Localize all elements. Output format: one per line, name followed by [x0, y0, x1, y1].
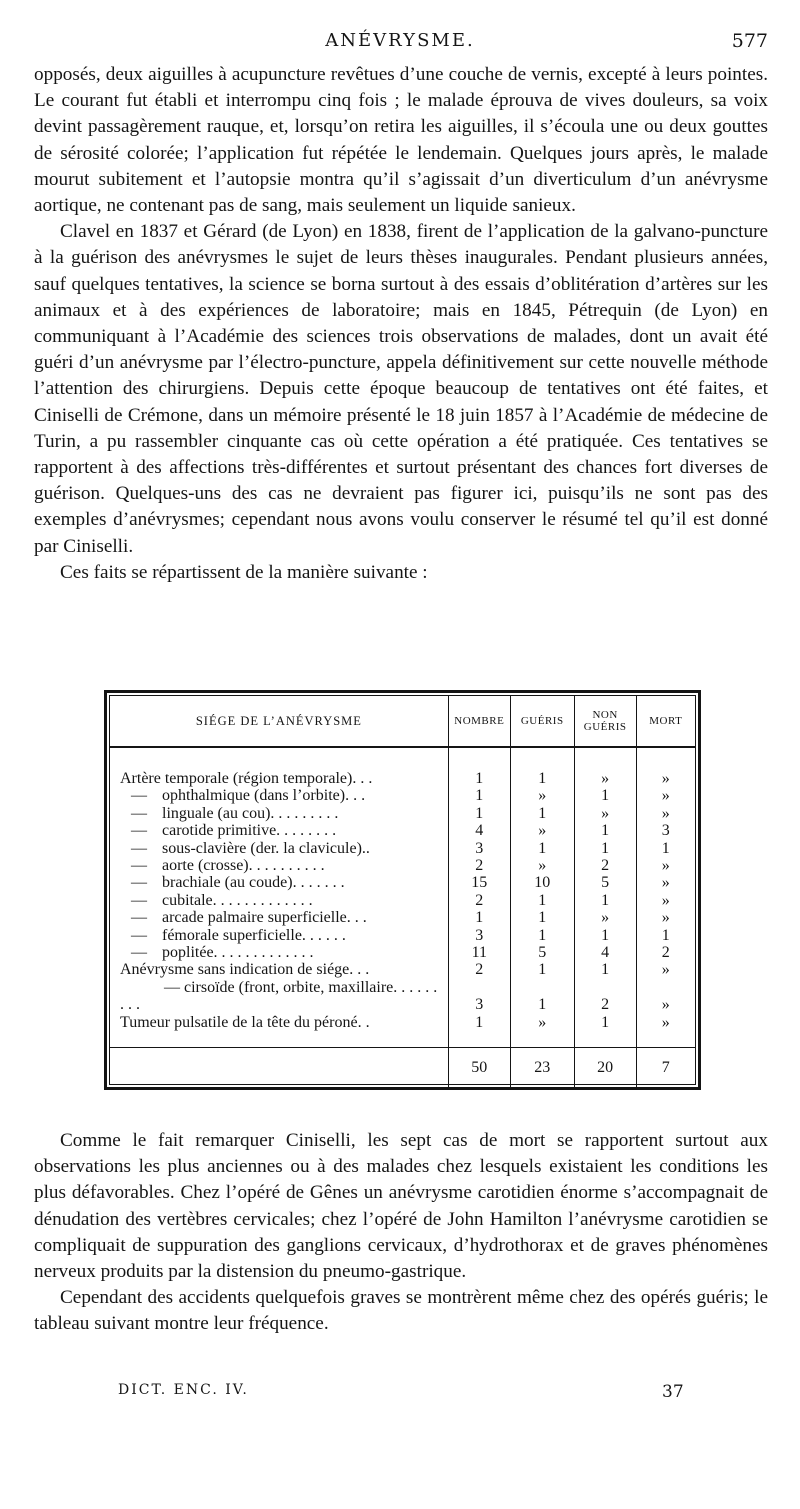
page-footer — [0, 1382, 800, 1408]
site-cell — [110, 822, 448, 839]
total-gueris: 23 — [510, 1048, 574, 1089]
header-non-gueris-word: GUÉRIS — [583, 721, 627, 733]
site-cell — [110, 840, 448, 857]
row-site: brachiale (au coude). . . . . . . — [162, 874, 345, 892]
gueris-cell: » — [510, 822, 574, 839]
table-row — [110, 787, 695, 804]
gueris-cell: 1 — [510, 927, 574, 944]
row-prefix: — — [131, 926, 147, 944]
table-row — [110, 822, 695, 839]
row-site: Anévrysme sans indication de siége. . . — [120, 961, 370, 979]
row-prefix: — — [131, 857, 147, 875]
site-cell — [110, 747, 448, 787]
row-site: sous-clavière (der. la clavicule).. — [162, 839, 370, 857]
mort-cell: » — [636, 892, 695, 909]
non-gueris-cell: 4 — [574, 944, 636, 961]
total-label-cell — [110, 1048, 448, 1089]
nombre-cell: 1 — [448, 747, 510, 787]
statistics-table-border — [109, 695, 696, 1085]
paragraph: Clavel en 1837 et Gérard (de Lyon) en 1838, firent de l’application de la galvano-puncture à la guérison des anévrysmes le sujet de leurs thèses inaugurales. Pendant plusieurs années, sauf quelques tentatives, la science se borna surtout à des essais d’oblitération d’artères sur les animaux et à des expériences de laboratoire; mais en 1845, Pétrequin (de Lyon) en communiquant à l’Académie des sciences trois observations de malades, dont un avait été guéri d’un anévrysme par l’électro-puncture, appela définitivement sur cette nouvelle méthode l’attention des chirurgiens. Depuis cette époque beaucoup de tentatives ont été faites, et Ciniselli de Crémone, dans un mémoire présenté le 18 juin 1857 à l’Académie de médecine de Turin, a pu rassembler cinquante cas où cette opération a été pratiquée. Ces tentatives se rapportent à des affections très-différentes et surtout présentant des chances fort diverses de guérison. Quelques-uns des cas ne devraient pas figurer ici, puisqu’ils ne sont pas des exemples d’anévrysmes; cependant nous avons voulu conserver le résumé tel qu’il est donné par Ciniselli. — [34, 221, 768, 557]
non-gueris-cell: 1 — [574, 961, 636, 978]
row-site: fémorale superficielle. . . . . . — [162, 926, 346, 944]
row-prefix: — — [131, 787, 147, 805]
gueris-cell: » — [510, 787, 574, 804]
nombre-cell: 11 — [448, 944, 510, 961]
row-prefix: — — [131, 839, 147, 857]
mort-cell: » — [636, 805, 695, 822]
site-cell — [110, 857, 448, 874]
mort-cell: » — [636, 909, 695, 926]
site-cell — [110, 909, 448, 926]
nombre-cell: 3 — [448, 840, 510, 857]
site-cell — [110, 1014, 448, 1048]
gueris-cell: 1 — [510, 840, 574, 857]
mort-cell: » — [636, 787, 695, 804]
nombre-cell: 15 — [448, 874, 510, 891]
mort-cell: 1 — [636, 927, 695, 944]
nombre-cell: 4 — [448, 822, 510, 839]
non-gueris-cell: 5 — [574, 874, 636, 891]
gueris-cell: 1 — [510, 892, 574, 909]
mort-cell: 3 — [636, 822, 695, 839]
non-gueris-cell: 2 — [574, 857, 636, 874]
table-row — [110, 857, 695, 874]
table-row — [110, 961, 695, 978]
mort-cell: 1 — [636, 840, 695, 857]
row-site: Tumeur pulsatile de la tête du péroné. . — [120, 1013, 370, 1031]
header-gueris: GUÉRIS — [510, 696, 574, 747]
table-total-row — [110, 1048, 695, 1089]
site-cell — [110, 805, 448, 822]
mort-cell: » — [636, 747, 695, 787]
gueris-cell: 1 — [510, 979, 574, 1014]
row-prefix: — — [131, 804, 147, 822]
paragraph: Cependant des accidents quelquefois graves se montrèrent même chez des opérés guéris; le tableau suivant montre leur fréquence. — [34, 1287, 768, 1335]
body-text-bottom — [34, 1128, 768, 1338]
signature-mark: DICT. ENC. IV. — [118, 1382, 249, 1398]
nombre-cell: 3 — [448, 927, 510, 944]
nombre-cell: 2 — [448, 961, 510, 978]
table-row — [110, 1014, 695, 1048]
row-site: cirsoïde (front, orbite, maxillaire. . . . . . . . . — [120, 978, 438, 1014]
table-row — [110, 979, 695, 1014]
body-text-top — [34, 62, 768, 586]
gueris-cell: » — [510, 857, 574, 874]
gueris-cell: » — [510, 1014, 574, 1048]
gueris-cell: 10 — [510, 874, 574, 891]
non-gueris-cell: 1 — [574, 1014, 636, 1048]
gueris-cell: 1 — [510, 961, 574, 978]
non-gueris-cell: » — [574, 805, 636, 822]
mort-cell: 2 — [636, 944, 695, 961]
non-gueris-cell: 1 — [574, 787, 636, 804]
gueris-cell: 1 — [510, 747, 574, 787]
row-site: ophthalmique (dans l’orbite). . . — [162, 787, 366, 805]
non-gueris-cell: 1 — [574, 927, 636, 944]
row-site: cubitale. . . . . . . . . . . . . — [162, 891, 313, 909]
nombre-cell: 1 — [448, 1014, 510, 1048]
total-mort: 7 — [636, 1048, 695, 1089]
row-prefix: — — [131, 891, 147, 909]
mort-cell: » — [636, 874, 695, 891]
statistics-table-frame — [104, 690, 701, 1090]
mort-cell: » — [636, 961, 695, 978]
row-prefix: — — [131, 822, 147, 840]
statistics-table — [110, 696, 695, 1088]
site-cell — [110, 927, 448, 944]
site-cell — [110, 874, 448, 891]
non-gueris-cell: » — [574, 909, 636, 926]
row-site: temporale (région temporale). . . — [164, 770, 373, 787]
gueris-cell: 1 — [510, 805, 574, 822]
nombre-cell: 2 — [448, 857, 510, 874]
row-site: poplitée. . . . . . . . . . . . . — [162, 944, 314, 962]
paragraph: Comme le fait remarquer Ciniselli, les sept cas de mort se rapportent surtout aux observations les plus anciennes ou à des malades chez lesquels existaient les conditions les plus défavorables. Chez l’opéré de Gênes un anévrysme carotidien énorme s’accompagnait de dénudation des vertèbres cervicales; chez l’opéré de John Hamilton l’anévrysme carotidien se compliquait de suppuration des ganglions cervicaux, d’hydrothorax et de graves phénomènes nerveux produits par la distension du pneumo-gastrique. — [34, 1130, 768, 1283]
table-row — [110, 909, 695, 926]
table-row — [110, 874, 695, 891]
site-cell — [110, 961, 448, 978]
row-site: arcade palmaire superficielle. . . — [162, 909, 367, 927]
non-gueris-cell: 1 — [574, 892, 636, 909]
non-gueris-cell: 1 — [574, 822, 636, 839]
nombre-cell: 3 — [448, 979, 510, 1014]
row-site: carotide primitive. . . . . . . . — [162, 822, 337, 840]
nombre-cell: 1 — [448, 909, 510, 926]
non-gueris-cell: » — [574, 747, 636, 787]
table-row — [110, 840, 695, 857]
header-non-gueris — [574, 696, 636, 747]
gueris-cell: 1 — [510, 909, 574, 926]
table-row — [110, 805, 695, 822]
table-header-row — [110, 696, 695, 747]
running-header — [0, 30, 800, 58]
site-cell — [110, 944, 448, 961]
gueris-cell: 5 — [510, 944, 574, 961]
site-cell — [110, 892, 448, 909]
table-row — [110, 892, 695, 909]
site-cell — [110, 787, 448, 804]
paragraph: Ces faits se répartissent de la manière suivante : — [60, 561, 428, 583]
site-cell — [110, 979, 448, 1014]
running-title: ANÉVRYSME. — [325, 30, 475, 51]
header-site: SIÉGE DE L’ANÉVRYSME — [110, 696, 448, 747]
total-non-gueris: 20 — [574, 1048, 636, 1089]
row-prefix: Artère — [120, 770, 161, 787]
non-gueris-cell: 2 — [574, 979, 636, 1014]
sheet-number: 37 — [662, 1382, 684, 1402]
mort-cell: » — [636, 857, 695, 874]
row-prefix: — — [131, 874, 147, 892]
non-gueris-cell: 1 — [574, 840, 636, 857]
row-prefix: — — [131, 909, 147, 927]
nombre-cell: 1 — [448, 787, 510, 804]
nombre-cell: 1 — [448, 805, 510, 822]
table-row — [110, 747, 695, 787]
row-prefix: — — [131, 944, 147, 962]
paragraph: opposés, deux aiguilles à acupuncture revêtues d’une couche de vernis, excepté à leurs pointes. Le courant fut établi et interrompu cinq fois ; le malade éprouva de vives douleurs, sa voix devint passagèrement rauque, et, lorsqu’on retira les aiguilles, il s’écoula une ou deux gouttes de sérosité colorée; l’application fut répétée le lendemain. Quelques jours après, le malade mourut subitement et l’autopsie montra qu’il s’agissait d’un diverticulum d’un anévrysme aortique, ne contenant pas de sang, mais seulement un liquide sanieux. — [34, 64, 768, 217]
table-row — [110, 927, 695, 944]
header-non: NON — [592, 709, 618, 721]
row-prefix: — — [164, 978, 180, 996]
row-site: aorte (crosse). . . . . . . . . . — [162, 857, 325, 875]
mort-cell: » — [636, 979, 695, 1014]
header-mort: MORT — [636, 696, 695, 747]
total-nombre: 50 — [448, 1048, 510, 1089]
table-row — [110, 944, 695, 961]
page-number: 577 — [731, 30, 768, 52]
nombre-cell: 2 — [448, 892, 510, 909]
header-nombre: NOMBRE — [448, 696, 510, 747]
row-site: linguale (au cou). . . . . . . . . — [162, 804, 339, 822]
mort-cell: » — [636, 1014, 695, 1048]
